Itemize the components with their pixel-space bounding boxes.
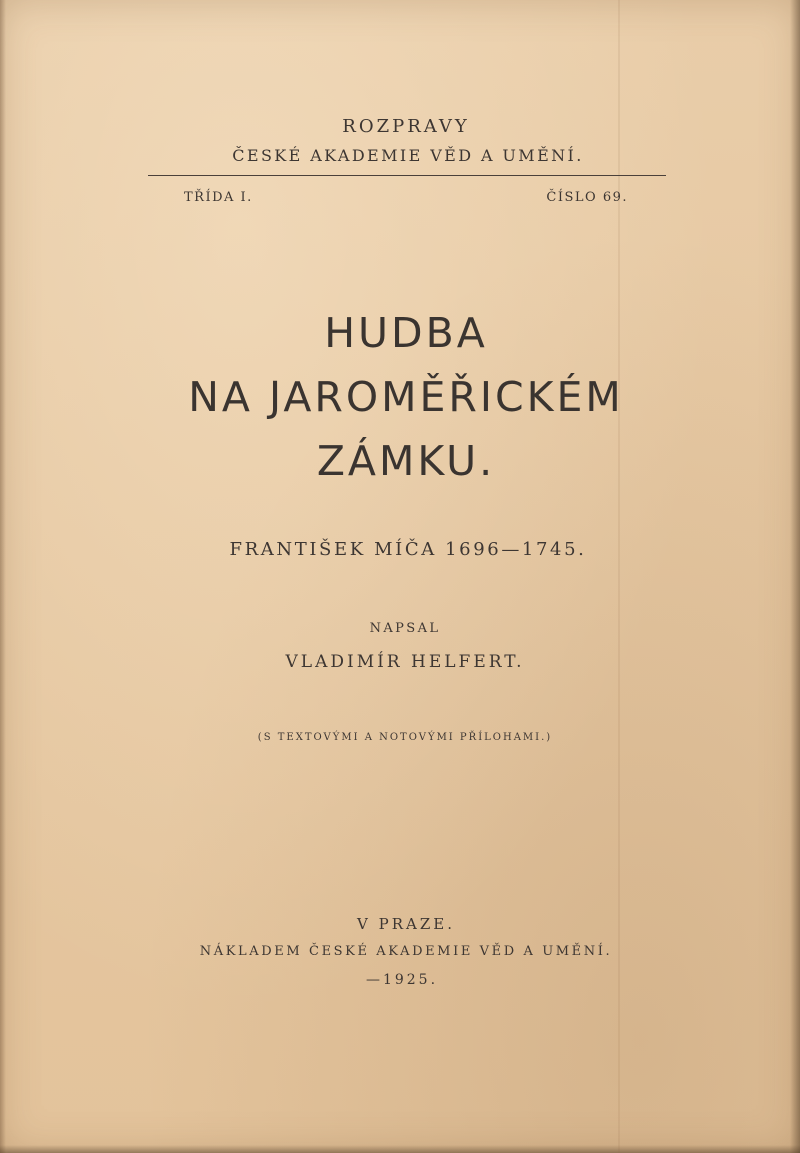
publication-year: —1925.	[365, 972, 439, 988]
title-line-3: ZÁMKU.	[316, 437, 496, 485]
publication-place: V PRAZE.	[357, 915, 455, 933]
author-name: VLADIMÍR HELFERT.	[285, 652, 525, 672]
paper-edge-bottom	[0, 1145, 800, 1153]
wrote-label: NAPSAL	[369, 621, 441, 636]
subject-line: FRANTIŠEK MÍČA 1696—1745.	[229, 539, 587, 560]
title-line-2: NA JAROMĚŘICKÉM	[188, 373, 624, 421]
issue-number-label: ČÍSLO 69.	[546, 190, 628, 205]
series-subtitle: ČESKÉ AKADEMIE VĚD A UMĚNÍ.	[232, 146, 584, 165]
title-line-1: HUDBA	[324, 309, 488, 357]
supplements-note: (S TEXTOVÝMI A NOTOVÝMI PŘÍLOHAMI.)	[257, 732, 553, 743]
publisher-line: NÁKLADEM ČESKÉ AKADEMIE VĚD A UMĚNÍ.	[199, 944, 613, 959]
class-label: TŘÍDA I.	[184, 190, 253, 205]
header-rule	[148, 175, 666, 176]
series-title: ROZPRAVY	[342, 116, 470, 137]
